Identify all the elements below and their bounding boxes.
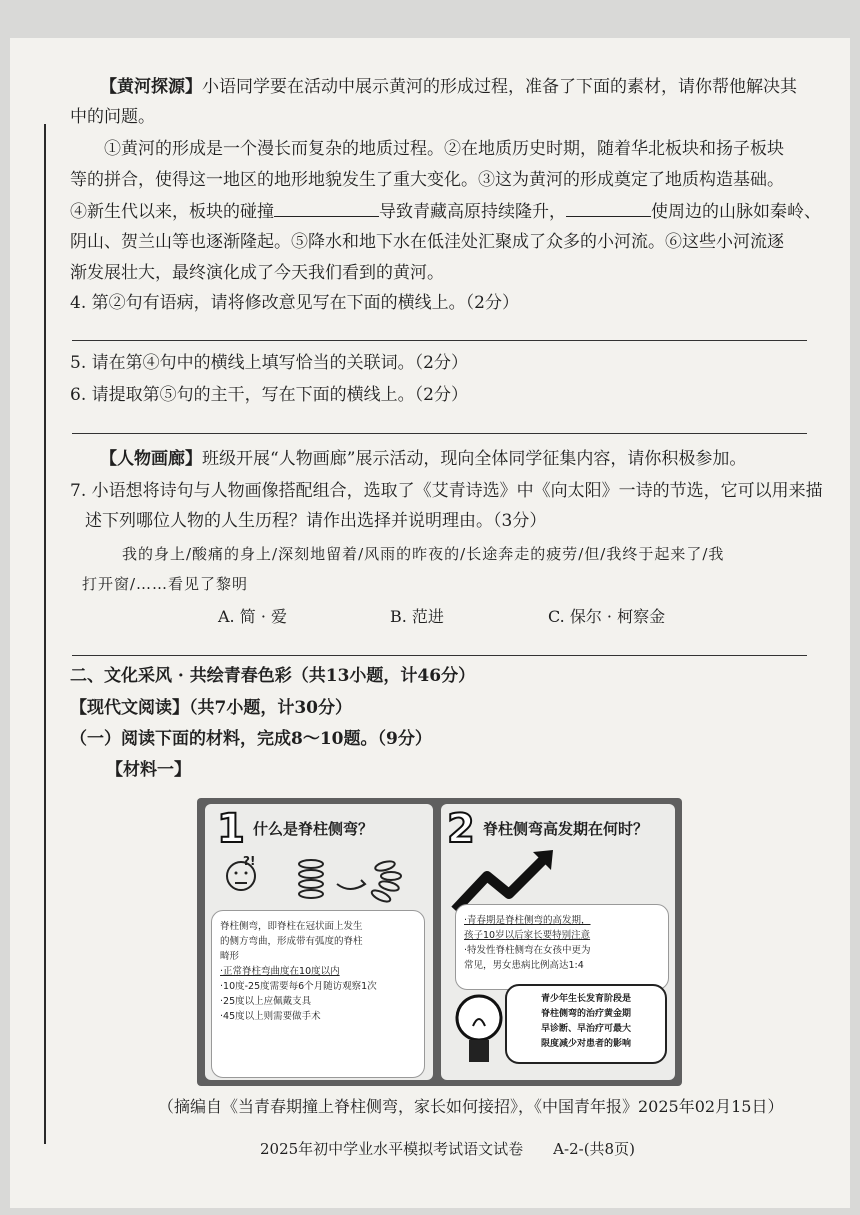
poem-line-2: 打开窗/……看见了黎明 xyxy=(82,575,249,593)
q6-answer-line[interactable] xyxy=(72,433,807,434)
number-1-badge: 1 xyxy=(217,806,245,852)
definition-line-1: 脊柱侧弯，即脊柱在冠状面上发生 xyxy=(220,921,363,932)
left-note-box xyxy=(211,910,425,1078)
right-note-box xyxy=(455,904,669,990)
normal-curvature-line: ·正常脊柱弯曲度在10度以内 xyxy=(220,966,340,977)
question-7-line-2: 述下列哪位人物的人生历程？请作出选择并说明理由。（3分） xyxy=(85,511,547,531)
bulb-line-3: 早诊断、早治疗可最大 xyxy=(540,1024,631,1034)
passage-line-5: 渐发展壮大，最终演化成了今天我们看到的黄河。 xyxy=(70,263,444,283)
option-a[interactable]: A. 简 · 爱 xyxy=(218,607,287,626)
definition-line-3: 畸形 xyxy=(220,951,240,962)
age-warning-line: 孩子10岁以后家长要特别注意 xyxy=(464,930,591,941)
question-group-heading: （一）阅读下面的材料，完成8～10题。（9分） xyxy=(70,729,432,749)
modern-reading-heading: 【现代文阅读】（共7小题，计30分） xyxy=(70,698,352,718)
lightbulb-icon xyxy=(451,990,507,1074)
binding-margin-line xyxy=(44,124,46,1144)
peak-period-line: ·青春期是脊柱侧弯的高发期， xyxy=(464,915,591,926)
source-citation: （摘编自《当青春期撞上脊柱侧弯，家长如何接招》，《中国青年报》2025年02月15日） xyxy=(158,1097,784,1116)
question-6: 6. 请提取第⑤句的主干，写在下面的横线上。（2分） xyxy=(70,385,468,405)
bulb-line-4: 限度减少对患者的影响 xyxy=(540,1039,631,1049)
bulb-line-2: 脊柱侧弯的治疗黄金期 xyxy=(540,1009,631,1019)
gallery-intro: 【人物画廊】班级开展“人物画廊”展示活动，现向全体同学征集内容，请你积极参加。 xyxy=(100,449,747,469)
infographic-panel-left xyxy=(205,804,433,1080)
golden-treatment-box xyxy=(505,984,667,1064)
part2-heading: 二、文化采风 · 共绘青春色彩（共13小题，计46分） xyxy=(70,666,476,686)
scoliosis-infographic xyxy=(197,798,682,1086)
passage-line-4: 阴山、贺兰山等也逐渐隆起。⑤降水和地下水在低洼处汇聚成了众多的小河流。⑥这些小河流逐 xyxy=(70,232,784,252)
passage-line-3: ④新生代以来，板块的碰撞 导致青藏高原持续隆升， 使周边的山脉如秦岭、 xyxy=(70,202,821,222)
question-7-line-1: 7. 小语想将诗句与人物画像搭配组合，选取了《艾青诗选》中《向太阳》一诗的节选，它可以用来描 xyxy=(70,481,823,501)
ratio-line: 常见，男女患病比例高达1:4 xyxy=(464,960,584,971)
definition-line-2: 的侧方弯曲，形成带有弧度的脊柱 xyxy=(220,936,363,947)
brace-line: ·25度以上应佩戴支具 xyxy=(220,996,312,1007)
exclamation-mark: ?! xyxy=(243,854,256,868)
right-panel-title: 脊柱侧弯高发期在何时？ xyxy=(483,820,649,838)
page-footer: 2025年初中学业水平模拟考试语文试卷 A-2-(共8页) xyxy=(260,1140,635,1158)
option-b[interactable]: B. 范进 xyxy=(390,607,444,626)
left-panel-title: 什么是脊柱侧弯？ xyxy=(253,820,374,838)
q4-answer-line[interactable] xyxy=(72,340,807,341)
question-4: 4. 第②句有语病，请将修改意见写在下面的横线上。（2分） xyxy=(70,293,519,313)
poem-line-1: 我的身上/酸痛的身上/深刻地留着/风雨的昨夜的/长途奔走的疲劳/但/我终于起来了/我 xyxy=(122,545,725,563)
surgery-line: ·45度以上则需要做手术 xyxy=(220,1011,321,1022)
passage-line-2: 等的拼合，使得这一地区的地形地貌发生了重大变化。③这为黄河的形成奠定了地质构造基础。 xyxy=(70,170,784,190)
bulb-line-1: 青少年生长发育阶段是 xyxy=(540,994,631,1004)
girls-common-line: ·特发性脊柱侧弯在女孩中更为 xyxy=(464,945,591,956)
followup-line: ·10度-25度需要每6个月随访观察1次 xyxy=(220,981,377,992)
conjunction-blank-2[interactable] xyxy=(566,200,651,217)
yellow-river-intro-2: 中的问题。 xyxy=(70,107,155,127)
infographic-panel-right xyxy=(441,804,675,1080)
material-1-label: 【材料一】 xyxy=(106,760,191,780)
q7-answer-line[interactable] xyxy=(72,655,807,656)
conjunction-blank-1[interactable] xyxy=(274,200,379,217)
question-5: 5. 请在第④句中的横线上填写恰当的关联词。（2分） xyxy=(70,353,468,373)
passage-line-1: ①黄河的形成是一个漫长而复杂的地质过程。②在地质历史时期，随着华北板块和扬子板块 xyxy=(104,139,784,159)
number-2-badge: 2 xyxy=(447,806,475,852)
option-c[interactable]: C. 保尔 · 柯察金 xyxy=(548,607,666,626)
yellow-river-intro: 【黄河探源】小语同学要在活动中展示黄河的形成过程，准备了下面的素材，请你帮他解决其 xyxy=(100,77,797,97)
